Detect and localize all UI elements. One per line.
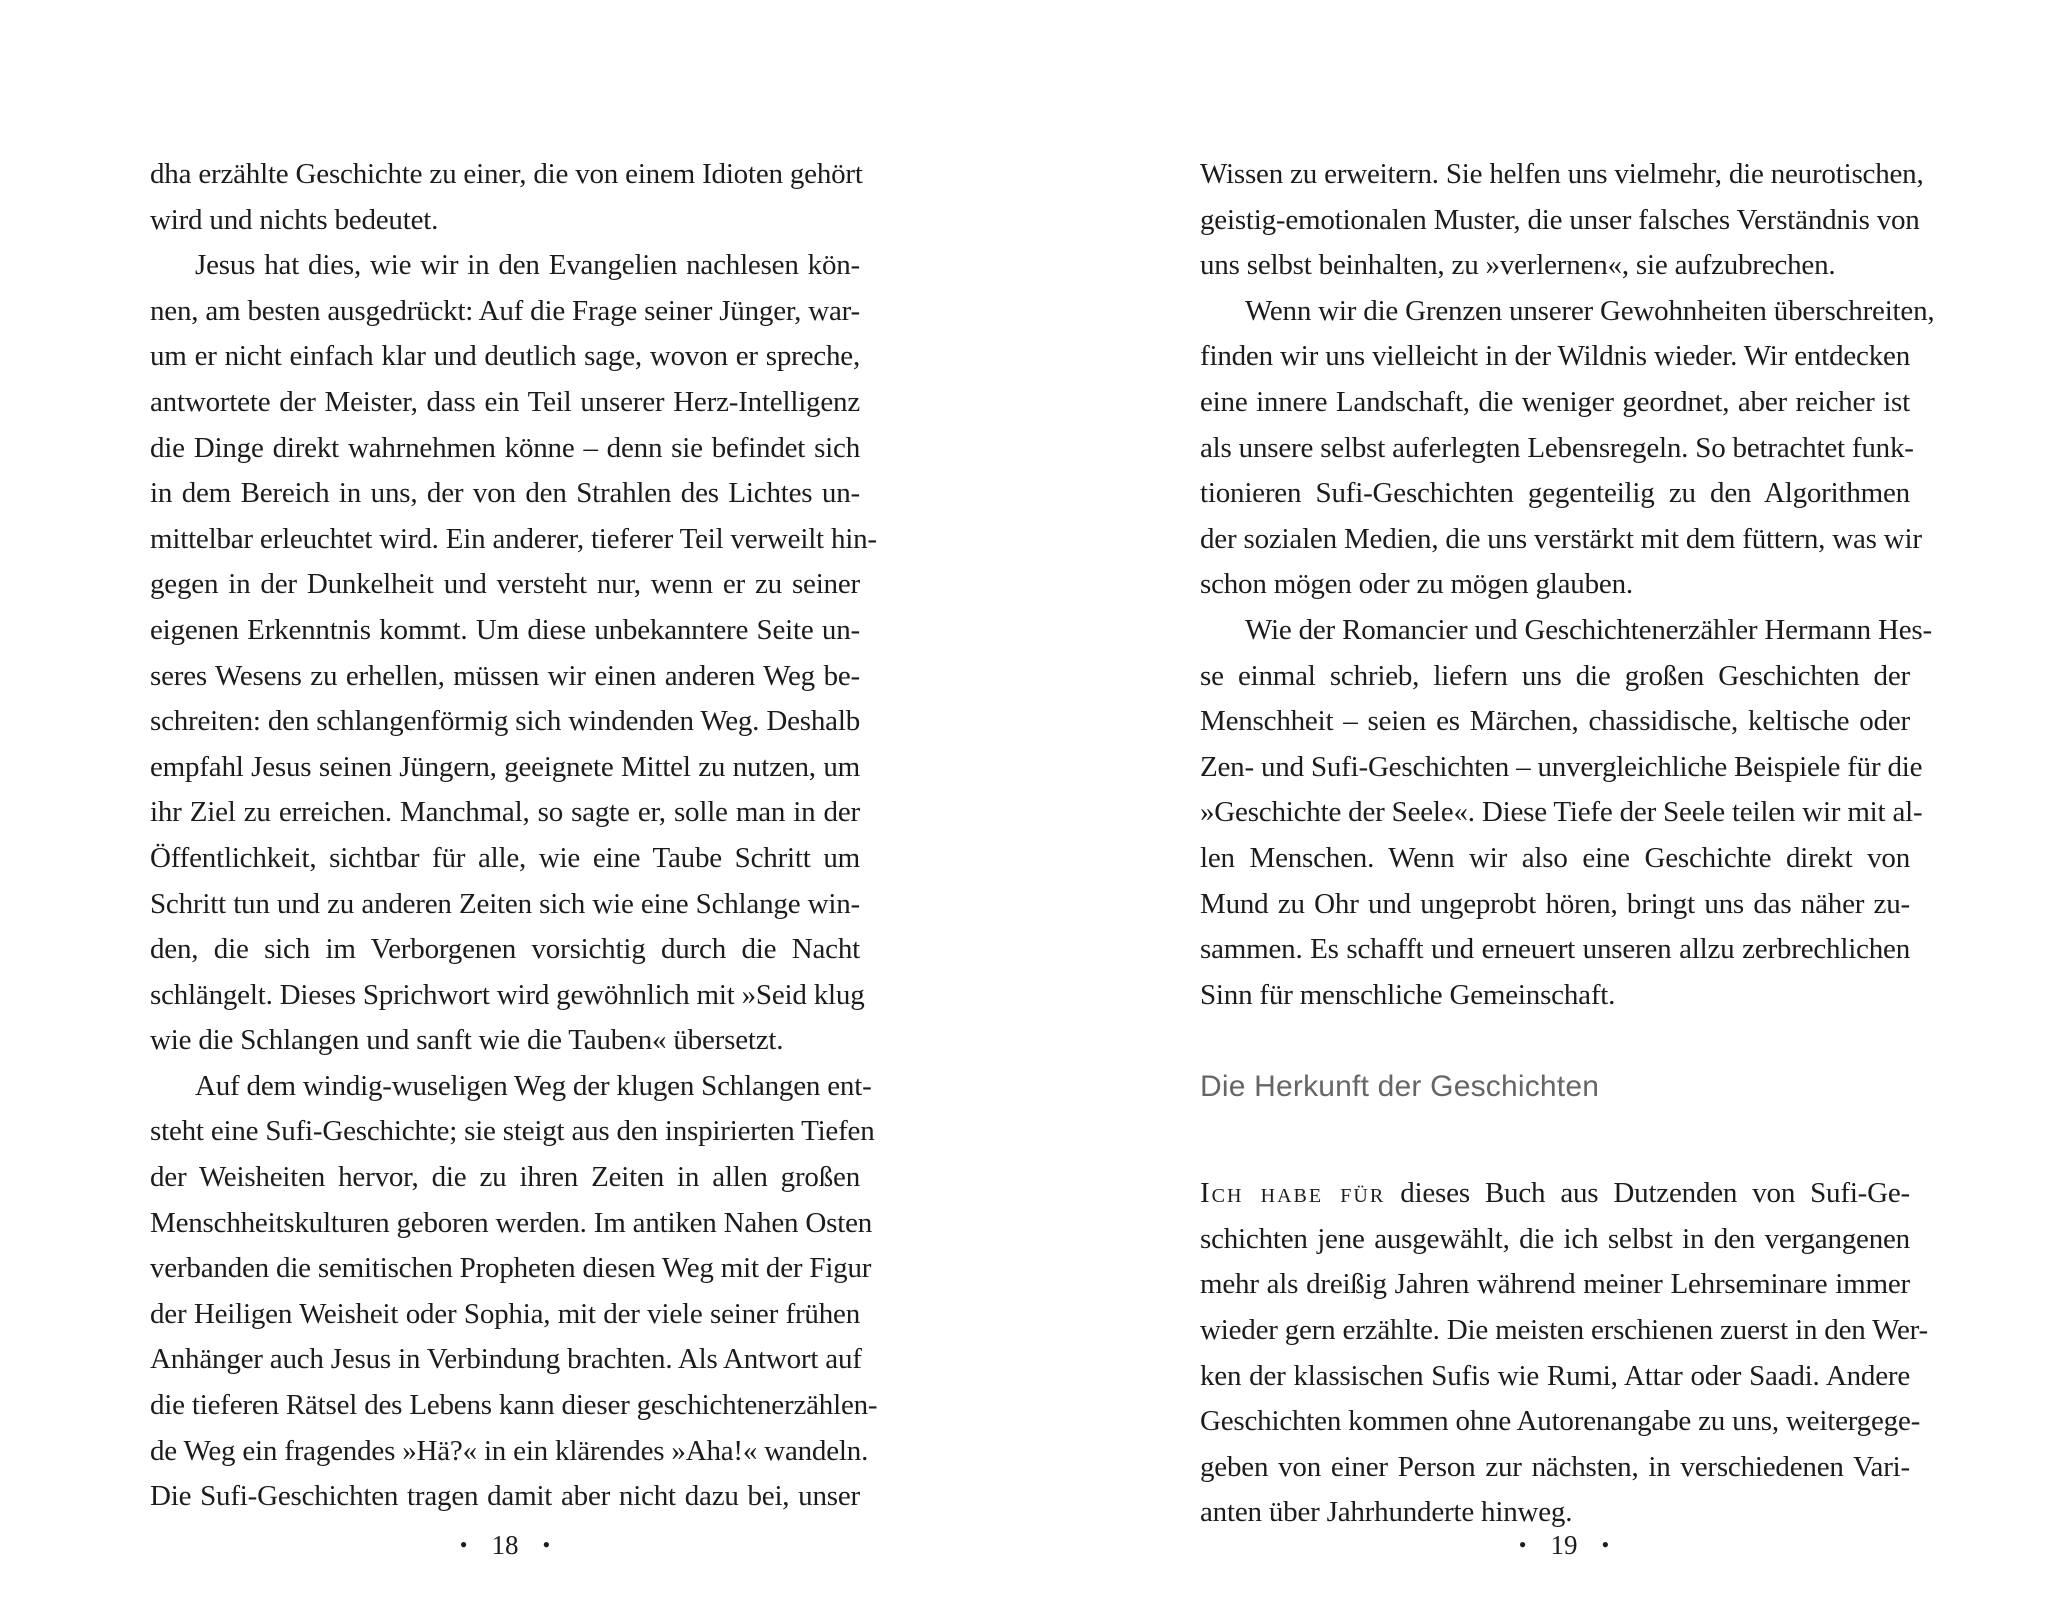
page-number xyxy=(405,1530,605,1560)
text-line: verbanden die semitischen Propheten diesen Weg mit der Figur xyxy=(150,1252,872,1285)
text-line: Zen- und Sufi-Geschichten – unvergleichliche Beispiele für die xyxy=(1200,750,1923,783)
text-line: seres Wesens zu erhellen, müssen wir einen anderen Weg be- xyxy=(150,659,860,692)
bullet-icon: • xyxy=(542,1532,551,1557)
text-line: uns selbst beinhalten, zu »verlernen«, sie aufzubrechen. xyxy=(1200,249,1836,282)
text-line: se einmal schrieb, liefern uns die großen Geschichten der xyxy=(1200,659,1910,692)
text-line: Öffentlichkeit, sichtbar für alle, wie eine Taube Schritt um xyxy=(150,841,860,874)
text-line: Auf dem windig-wuseligen Weg der klugen Schlangen ent- xyxy=(195,1069,872,1102)
text-line: Mund zu Ohr und ungeprobt hören, bringt uns das näher zu- xyxy=(1200,887,1910,920)
text-line: len Menschen. Wenn wir also eine Geschichte direkt von xyxy=(1200,841,1910,874)
bullet-icon: • xyxy=(1518,1532,1527,1557)
text-line: schichten jene ausgewählt, die ich selbst in den vergangenen xyxy=(1200,1222,1910,1255)
text-line xyxy=(1200,1171,1910,1217)
text-line: schreiten: den schlangenförmig sich windenden Weg. Deshalb xyxy=(150,705,860,738)
page-number-label: 19 xyxy=(1550,1530,1578,1560)
text-line: Wenn wir die Grenzen unserer Gewohnheiten überschreiten, xyxy=(1245,294,1935,327)
page-number-label: 18 xyxy=(491,1530,519,1560)
text-line: als unsere selbst auferlegten Lebensregeln. So betrachtet funk- xyxy=(1200,431,1914,464)
smallcaps-lead-in: Ich habe für xyxy=(1200,1177,1386,1210)
text-line: geistig-emotionalen Muster, die unser falsches Verständnis von xyxy=(1200,203,1920,236)
text-line: Die Sufi-Geschichten tragen damit aber nicht dazu bei, unser xyxy=(150,1480,860,1513)
text-line: um er nicht einfach klar und deutlich sage, wovon er spreche, xyxy=(150,340,860,373)
text-line: schon mögen oder zu mögen glauben. xyxy=(1200,568,1633,601)
lead-in-rest: dieses Buch aus Dutzenden von Sufi-Ge- xyxy=(1385,1177,1911,1210)
text-line: die tieferen Rätsel des Lebens kann dieser geschichtenerzählen- xyxy=(150,1389,878,1422)
text-line: tionieren Sufi-Geschichten gegenteilig zu den Algorithmen xyxy=(1200,477,1910,510)
text-line: antwortete der Meister, dass ein Teil unserer Herz-Intelligenz xyxy=(150,385,860,418)
text-line: »Geschichte der Seele«. Diese Tiefe der Seele teilen wir mit al- xyxy=(1200,796,1923,829)
text-line: wieder gern erzählte. Die meisten erschienen zuerst in den Wer- xyxy=(1200,1314,1928,1347)
text-line: anten über Jahrhunderte hinweg. xyxy=(1200,1496,1573,1529)
text-line: Geschichten kommen ohne Autorenangabe zu uns, weitergege- xyxy=(1200,1405,1921,1438)
text-line: der sozialen Medien, die uns verstärkt mit dem füttern, was wir xyxy=(1200,522,1922,555)
text-line: wie die Schlangen und sanft wie die Tauben« übersetzt. xyxy=(150,1024,784,1057)
text-line: Schritt tun und zu anderen Zeiten sich wie eine Schlange win- xyxy=(150,887,860,920)
text-line: Wie der Romancier und Geschichtenerzähler Hermann Hes- xyxy=(1245,613,1932,646)
text-line: empfahl Jesus seinen Jüngern, geeignete Mittel zu nutzen, um xyxy=(150,750,860,783)
text-line: sammen. Es schafft und erneuert unseren allzu zerbrechlichen xyxy=(1200,933,1910,966)
text-line: Wissen zu erweitern. Sie helfen uns vielmehr, die neurotischen, xyxy=(1200,158,1924,190)
text-line: dha erzählte Geschichte zu einer, die von einem Idioten gehört xyxy=(150,158,863,190)
text-line: eigenen Erkenntnis kommt. Um diese unbekanntere Seite un- xyxy=(150,613,860,646)
text-line: ken der klassischen Sufis wie Rumi, Attar oder Saadi. Andere xyxy=(1200,1359,1910,1392)
text-line: der Weisheiten hervor, die zu ihren Zeiten in allen großen xyxy=(150,1161,860,1194)
text-line: finden wir uns vielleicht in der Wildnis wieder. Wir entdecken xyxy=(1200,340,1910,373)
text-line: Anhänger auch Jesus in Verbindung brachten. Als Antwort auf xyxy=(150,1343,862,1376)
text-line: wird und nichts bedeutet. xyxy=(150,203,439,236)
text-line: gegen in der Dunkelheit und versteht nur, wenn er zu seiner xyxy=(150,568,860,601)
text-line: der Heiligen Weisheit oder Sophia, mit der viele seiner frühen xyxy=(150,1297,860,1330)
right-page-body xyxy=(1200,152,1935,1536)
bullet-icon: • xyxy=(459,1532,468,1557)
left-page-body xyxy=(150,152,878,1520)
section-heading: Die Herkunft der Geschichten xyxy=(1200,1070,1600,1104)
text-line: geben von einer Person zur nächsten, in verschiedenen Vari- xyxy=(1200,1450,1910,1483)
text-line: in dem Bereich in uns, der von den Strahlen des Lichtes un- xyxy=(150,477,860,510)
page-number xyxy=(1464,1530,1664,1560)
bullet-icon: • xyxy=(1601,1532,1610,1557)
text-line: nen, am besten ausgedrückt: Auf die Frage seiner Jünger, war- xyxy=(150,294,861,327)
text-line: schlängelt. Dieses Sprichwort wird gewöhnlich mit »Seid klug xyxy=(150,978,865,1011)
text-line: de Weg ein fragendes »Hä?« in ein klärendes »Aha!« wandeln. xyxy=(150,1434,869,1467)
text-line: ihr Ziel zu erreichen. Manchmal, so sagte er, solle man in der xyxy=(150,796,860,829)
text-line: Menschheitskulturen geboren werden. Im antiken Nahen Osten xyxy=(150,1206,873,1239)
text-line: Jesus hat dies, wie wir in den Evangelien nachlesen kön- xyxy=(195,249,860,282)
text-line: den, die sich im Verborgenen vorsichtig durch die Nacht xyxy=(150,933,860,966)
text-line: die Dinge direkt wahrnehmen könne – denn sie befindet sich xyxy=(150,431,860,464)
text-line: Menschheit – seien es Märchen, chassidische, keltische oder xyxy=(1200,705,1910,738)
text-line: steht eine Sufi-Geschichte; sie steigt aus den inspirierten Tiefen xyxy=(150,1115,875,1148)
text-line: eine innere Landschaft, die weniger geordnet, aber reicher ist xyxy=(1200,385,1910,418)
text-line: Sinn für menschliche Gemeinschaft. xyxy=(1200,978,1616,1011)
text-line: mittelbar erleuchtet wird. Ein anderer, tieferer Teil verweilt hin- xyxy=(150,522,877,555)
text-line: mehr als dreißig Jahren während meiner Lehrseminare immer xyxy=(1200,1268,1910,1301)
right-page xyxy=(1024,0,2048,1622)
